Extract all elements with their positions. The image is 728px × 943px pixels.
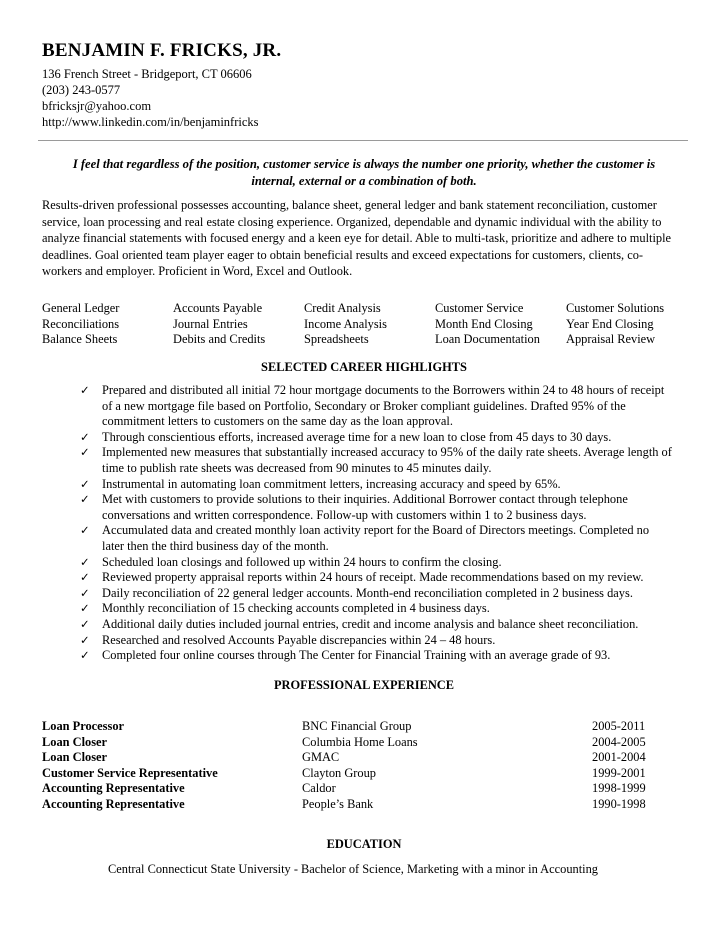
skill-item: Credit Analysis	[304, 301, 381, 315]
checkmark-icon: ✓	[80, 648, 90, 663]
highlight-line: commitment letters to customers on the same day as the loan approval.	[102, 414, 453, 429]
email: bfricksjr@yahoo.com	[42, 99, 152, 113]
phone: (203) 243-0577	[42, 83, 121, 97]
highlight-line: Monthly reconciliation of 15 checking accounts completed in 4 business days.	[102, 601, 490, 616]
checkmark-icon: ✓	[80, 554, 90, 569]
job-title: Accounting Representative	[42, 781, 185, 796]
header-divider	[38, 140, 688, 141]
experience-list	[42, 719, 692, 813]
experience-row	[42, 781, 692, 797]
highlights-heading: SELECTED CAREER HIGHLIGHTS	[261, 360, 467, 374]
skills-column	[173, 301, 265, 348]
checkmark-icon: ✓	[80, 429, 90, 444]
experience-heading: PROFESSIONAL EXPERIENCE	[273, 678, 455, 692]
skill-item: Spreadsheets	[304, 332, 369, 347]
job-title: Loan Processor	[42, 719, 125, 733]
checkmark-icon: ✓	[80, 445, 90, 460]
skill-item: Journal Entries	[173, 316, 248, 331]
skill-item: Month End Closing	[435, 316, 533, 331]
highlight-line: Completed four online courses through The Center for Financial Training with an average grade of 93.	[102, 648, 611, 663]
highlight-item	[80, 601, 690, 617]
highlight-item	[80, 383, 690, 430]
checkmark-icon: ✓	[80, 476, 90, 491]
skill-item: Reconciliations	[42, 316, 120, 331]
job-title: Loan Closer	[42, 734, 108, 749]
highlight-item	[80, 648, 690, 664]
skills-column	[304, 301, 387, 348]
summary-line: Results-driven professional possesses accounting, balance sheet, general ledger and bank statement reconciliation, customer	[42, 198, 657, 212]
checkmark-icon: ✓	[80, 585, 90, 600]
highlight-line: Prepared and distributed all initial 72 hour mortgage documents to the Borrowers within 24 to 48 hours of receipt	[102, 383, 665, 397]
highlight-item	[80, 492, 690, 523]
job-title: Loan Closer	[42, 750, 108, 765]
candidate-name: BENJAMIN F. FRICKS, JR.	[42, 40, 282, 61]
highlight-line: Through conscientious efforts, increased average time for a new loan to close from 45 days to 30 days.	[102, 429, 612, 444]
job-title: Accounting Representative	[42, 796, 185, 811]
checkmark-icon: ✓	[80, 492, 90, 507]
experience-row	[42, 766, 692, 782]
skills-column	[435, 301, 540, 348]
skill-item: Customer Solutions	[566, 301, 665, 315]
highlight-item	[80, 570, 690, 586]
company-name: Clayton Group	[302, 765, 376, 780]
skill-item: Income Analysis	[304, 316, 387, 331]
highlight-item	[80, 430, 690, 446]
skill-item: Accounts Payable	[173, 301, 263, 315]
employment-dates: 2001-2004	[592, 750, 646, 765]
highlight-line: Accumulated data and created monthly loan activity report for the Board of Directors meetings. Completed no	[102, 523, 650, 538]
highlight-item	[80, 555, 690, 571]
employment-dates: 1998-1999	[592, 781, 646, 796]
highlights-list	[80, 383, 690, 664]
experience-row	[42, 735, 692, 751]
linkedin-url: http://www.linkedin.com/in/benjaminfricks	[42, 115, 259, 129]
skill-item: Appraisal Review	[566, 332, 656, 347]
experience-row	[42, 797, 692, 813]
highlight-line: Researched and resolved Accounts Payable discrepancies within 24 – 48 hours.	[102, 632, 496, 647]
employment-dates: 2005-2011	[592, 719, 646, 733]
employment-dates: 2004-2005	[592, 734, 646, 749]
skill-item: Debits and Credits	[173, 332, 266, 347]
employment-dates: 1990-1998	[592, 796, 646, 811]
company-name: Caldor	[302, 781, 336, 796]
highlight-line: Reviewed property appraisal reports within 24 hours of receipt. Made recommendations based on my review.	[102, 570, 644, 585]
experience-row	[42, 750, 692, 766]
summary-line: deadlines. Goal oriented team player eager to obtain beneficial results and exceed expectations for customers, clients, co-	[42, 247, 644, 262]
skill-item: General Ledger	[42, 301, 120, 315]
checkmark-icon: ✓	[80, 383, 90, 397]
skill-item: Customer Service	[435, 301, 524, 315]
professional-summary	[42, 197, 687, 280]
highlight-line: Additional daily duties included journal entries, credit and income analysis and balance sheet reconciliation.	[102, 616, 639, 631]
highlight-item	[80, 633, 690, 649]
highlight-item	[80, 617, 690, 633]
education-detail: Central Connecticut State University - Bachelor of Science, Marketing with a minor in Accounting	[108, 862, 598, 876]
job-title: Customer Service Representative	[42, 765, 218, 780]
highlight-line: later then the third business day of the month.	[102, 538, 329, 553]
skill-item: Loan Documentation	[435, 332, 540, 347]
quote-line: I feel that regardless of the position, customer service is always the number one priority, whether the customer is	[72, 157, 656, 171]
skill-item: Year End Closing	[566, 316, 654, 331]
highlight-item	[80, 477, 690, 493]
checkmark-icon: ✓	[80, 616, 90, 631]
highlight-line: conversations and written correspondence. Follow-up with customers within 1 to 2 business days.	[102, 507, 587, 522]
highlight-line: Met with customers to provide solutions to their inquiries. Additional Borrower contact through telephone	[102, 492, 628, 507]
summary-line: analyze financial statements with focused energy and a keen eye for detail. Able to multi-task, prioritize and adhere to multiple	[42, 231, 672, 246]
checkmark-icon: ✓	[80, 570, 90, 585]
education-heading: EDUCATION	[326, 837, 402, 851]
company-name: BNC Financial Group	[302, 719, 412, 733]
highlight-line: Implemented new measures that substantially increased accuracy to 95% of the daily rate sheets. Average length of	[102, 445, 672, 460]
checkmark-icon: ✓	[80, 523, 90, 538]
checkmark-icon: ✓	[80, 632, 90, 647]
summary-line: service, loan processing and real estate closing experience. Organized, dependable and dynamic individual with the ability to	[42, 214, 662, 229]
skills-column	[566, 301, 664, 348]
highlight-item	[80, 523, 690, 554]
address: 136 French Street - Bridgeport, CT 06606	[42, 67, 252, 81]
highlight-line: Scheduled loan closings and followed up within 24 hours to confirm the closing.	[102, 554, 502, 569]
employment-dates: 1999-2001	[592, 765, 646, 780]
highlight-line: Daily reconciliation of 22 general ledger accounts. Month-end reconciliation completed in 2 business days.	[102, 585, 633, 600]
checkmark-icon: ✓	[80, 601, 90, 616]
company-name: Columbia Home Loans	[302, 734, 418, 749]
highlight-line: of a new mortgage file based on Portfolio, Secondary or Broker compliant guidelines. Drafted 95% of the	[102, 398, 626, 413]
highlight-item	[80, 586, 690, 602]
summary-line: workers and employer. Proficient in Word, Excel and Outlook.	[42, 264, 353, 279]
company-name: GMAC	[302, 750, 340, 765]
skills-column	[42, 301, 119, 348]
highlight-line: time to publish rate sheets was decreased from 90 minutes to 45 minutes daily.	[102, 460, 492, 475]
quote-line: internal, external or a combination of both.	[251, 174, 477, 188]
experience-row	[42, 719, 692, 735]
company-name: People’s Bank	[302, 796, 374, 811]
mission-quote	[42, 156, 686, 190]
skill-item: Balance Sheets	[42, 332, 118, 347]
highlight-item	[80, 445, 690, 476]
highlight-line: Instrumental in automating loan commitment letters, increasing accuracy and speed by 65%.	[102, 476, 561, 491]
